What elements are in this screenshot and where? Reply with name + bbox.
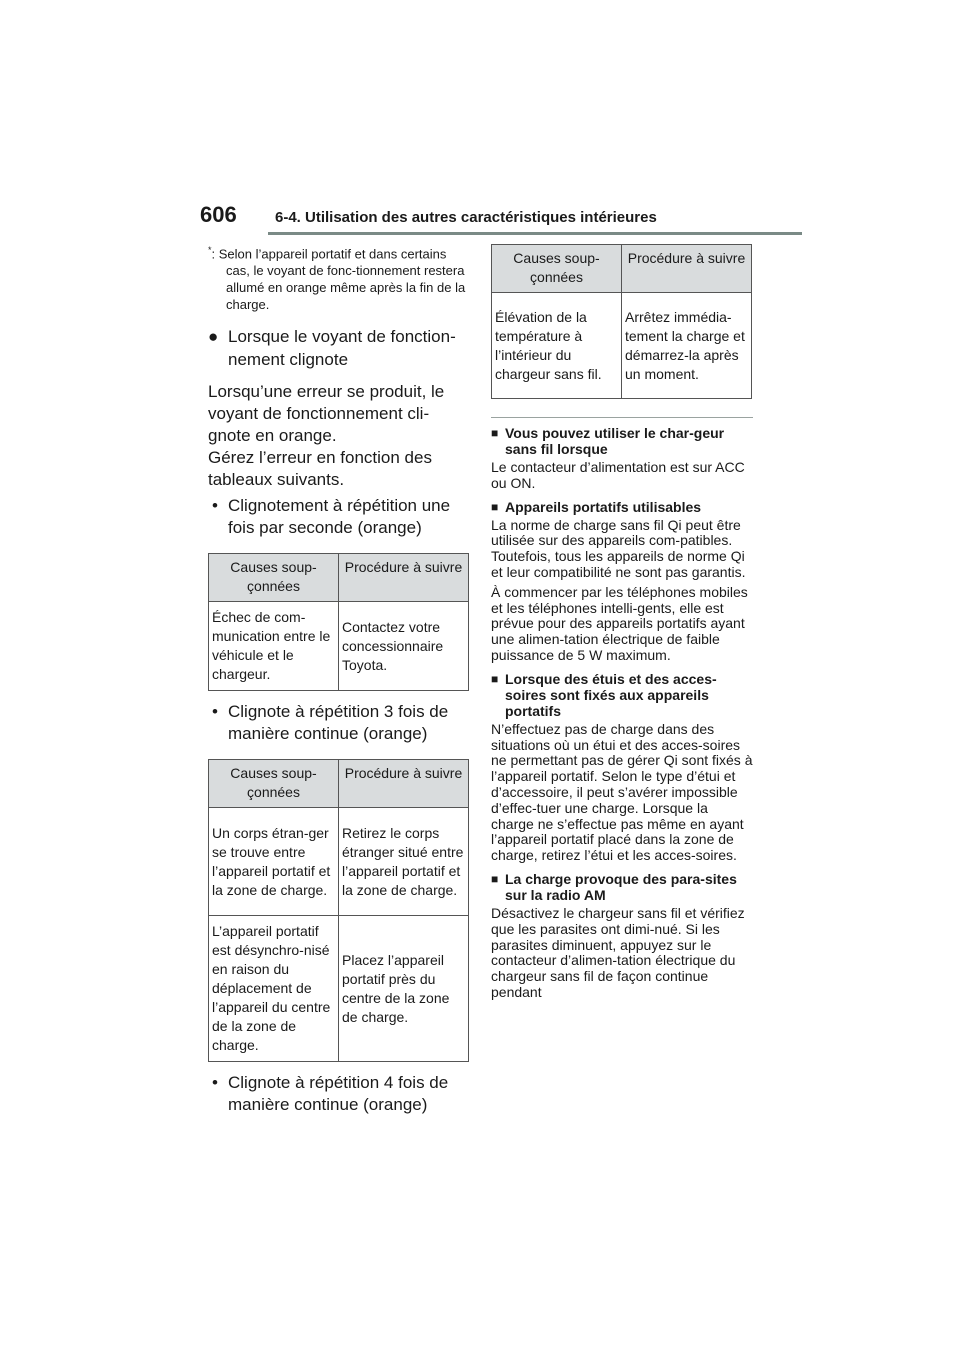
note-paragraph: Le contacteur d’alimentation est sur ACC ou ON. xyxy=(491,459,745,491)
cell-cause: L’appareil portatif est désynchro-nisé en raison du déplacement de l’appareil du centre de la zone de charge. xyxy=(209,916,339,1062)
header-divider xyxy=(268,232,802,235)
note-heading-devices xyxy=(491,499,753,515)
note-heading-text: Lorsque des étuis et des acces-soires sont fixés aux appareils portatifs xyxy=(505,670,717,719)
section-divider xyxy=(491,417,753,418)
bullet-heading-text: Lorsque le voyant de fonction-nement clignote xyxy=(228,327,456,370)
page-header xyxy=(200,202,802,236)
table-header-row xyxy=(492,245,752,293)
list-item-text: Clignote à répétition 4 fois de manière continue (orange) xyxy=(228,1073,449,1115)
list-item-text: Clignote à répétition 3 fois de manière continue (orange) xyxy=(228,702,449,744)
section-title: 6-4. Utilisation des autres caractéristiques intérieures xyxy=(275,209,657,226)
note-paragraph: Toutefois, tous les appareils de norme Qi et leur compatibilité ne sont pas garantis. xyxy=(491,548,746,580)
header-procedure: Procédure à suivre xyxy=(339,554,469,602)
bullet-dot-icon: ● xyxy=(208,327,219,347)
cell-procedure: Contactez votre concessionnaire Toyota. xyxy=(339,602,469,691)
header-procedure: Procédure à suivre xyxy=(339,760,469,808)
cell-procedure: Placez l’appareil portatif près du centre de la zone de charge. xyxy=(339,916,469,1062)
cell-cause: Échec de com-munication entre le véhicule et le chargeur. xyxy=(209,602,339,691)
table-row xyxy=(492,293,752,399)
cell-procedure: Retirez le corps étranger situé entre l’appareil portatif et la zone de charge. xyxy=(339,808,469,916)
note-heading-text: La charge provoque des para-sites sur la radio AM xyxy=(505,870,737,903)
note-paragraph: Désactivez le chargeur sans fil et vérifiez que les parasites ont dimi-nué. Si les parasites diminuent, appuyez sur le contacteur d’alimen-tation électrique du chargeur sans fil de façon continue pendant xyxy=(491,904,745,1000)
note-paragraph: La norme de charge sans fil Qi peut être utilisée sur des appareils com-patibles. xyxy=(491,516,741,549)
note-heading-text: Vous pouvez utiliser le char-geur sans fil lorsque xyxy=(505,425,725,457)
footnote xyxy=(208,242,470,313)
table-blink-3 xyxy=(208,759,469,1062)
list-marker: • xyxy=(212,702,218,722)
left-column xyxy=(208,242,470,1116)
cell-cause: Élévation de la température à l’intérieur du chargeur sans fil. xyxy=(492,293,622,399)
list-marker: • xyxy=(212,1073,218,1093)
list-marker: • xyxy=(212,496,218,516)
table-row xyxy=(209,808,469,916)
bullet-heading xyxy=(208,325,470,371)
footnote-text: : Selon l’appareil portatif et dans certains cas, le voyant de fonc-tionnement restera allumé en orange même après la fin de la charge. xyxy=(211,246,466,313)
intro-paragraph-2: Gérez l’erreur en fonction des tableaux suivants. xyxy=(208,448,432,490)
table-row xyxy=(209,602,469,691)
intro-paragraph-1: Lorsqu’une erreur se produit, le voyant de fonctionnement cli-gnote en orange. xyxy=(208,382,445,446)
page-number: 606 xyxy=(200,202,237,227)
note-heading-am-radio xyxy=(491,871,753,903)
table-blink-once xyxy=(208,553,469,691)
note-paragraph: À commencer par les téléphones mobiles et les téléphones intelli-gents, elle est prévue pour des appareils portatifs ayant une alimen-tation électrique de faible puissance de 5 W maximum. xyxy=(491,583,748,663)
table-header-row xyxy=(209,760,469,808)
note-heading-cases xyxy=(491,671,753,719)
header-causes: Causes soup-çonnées xyxy=(209,554,339,602)
table-blink-4 xyxy=(491,244,752,399)
header-procedure: Procédure à suivre xyxy=(622,245,752,293)
right-column xyxy=(491,244,753,1001)
square-bullet-icon: ■ xyxy=(491,499,499,514)
list-item-blink-4 xyxy=(208,1072,470,1116)
table-header-row xyxy=(209,554,469,602)
list-item-blink-3 xyxy=(208,701,470,745)
square-bullet-icon: ■ xyxy=(491,671,499,686)
note-paragraph: N’effectuez pas de charge dans des situations où un étui et des acces-soires ne permettant pas de gérer Qi sont fixés à l’appareil portatif. Selon le type d’étui et d’accessoire, il peut s’avérer impossible d’effec-tuer une charge. Lorsque la charge ne s’effectue pas même en ayant l’appareil portatif placé dans la zone de charge, retirez l’étui et les acces-soires. xyxy=(491,720,753,864)
square-bullet-icon: ■ xyxy=(491,871,499,886)
cell-cause: Un corps étran-ger se trouve entre l’appareil portatif et la zone de charge. xyxy=(209,808,339,916)
cell-procedure: Arrêtez immédia-tement la charge et démarrez-la après un moment. xyxy=(622,293,752,399)
header-causes: Causes soup-çonnées xyxy=(492,245,622,293)
list-item-text: Clignotement à répétition une fois par seconde (orange) xyxy=(228,496,451,538)
header-causes: Causes soup-çonnées xyxy=(209,760,339,808)
note-heading-usage xyxy=(491,425,753,457)
note-heading-text: Appareils portatifs utilisables xyxy=(505,498,702,515)
table-row xyxy=(209,916,469,1062)
footnote-marker: * xyxy=(208,245,212,255)
square-bullet-icon: ■ xyxy=(491,426,499,440)
list-item-blink-once xyxy=(208,495,470,539)
